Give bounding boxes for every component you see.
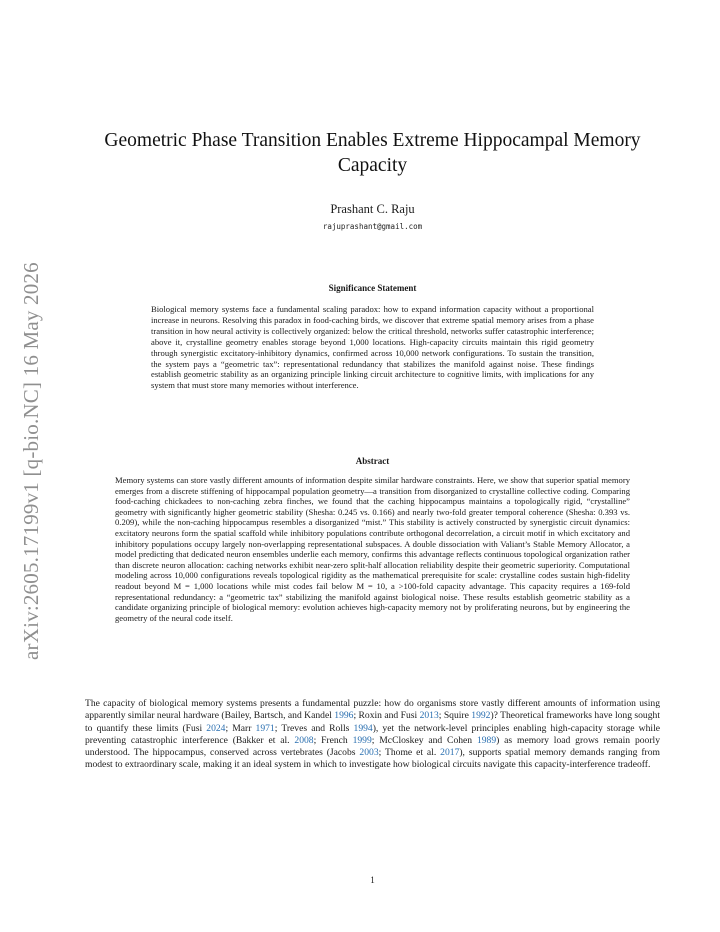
arxiv-sidebar — [14, 240, 48, 660]
intro-text: ; McCloskey and Cohen — [371, 734, 477, 746]
abstract-heading: Abstract — [355, 456, 390, 466]
intro-text: ; Thome et al. — [378, 747, 441, 759]
author-name: Prashant C. Raju — [330, 202, 415, 216]
citation-link[interactable]: 1989 — [476, 734, 497, 746]
paper-title: Geometric Phase Transition Enables Extreme Hippocampal Memory Capacity — [104, 130, 641, 176]
abstract-body: Memory systems can store vastly different amounts of information despite similar hardware constraints. Here, we show that superior spatial memory emerges from a discrete stiffening of hippocampal population geometry—a transition from disorganized to crystalline collective coding. Comparing food-caching chickadees to non-caching zebra finches, we found that the caching hippocampus maintains a topologically rigid, “crystalline” geometry with significantly higher geometric stability (Shesha: 0.245 vs. 0.166) and nearly two-fold greater temporal coherence (Shesha: 0.393 vs. 0.209), while the non-caching hippocampus resembles a disorganized “mist.” This stability is actively constructed by synergistic circuit dynamics: excitatory neurons form the spatial scaffold while inhibitory populations contribute orthogonal decorrelation, a circuit motif in which excitatory and inhibitory populations occupy largely non-overlapping representational subspaces. A double dissociation with Valiant’s Stable Memory Allocator, a model predicting that dedicated neuron ensembles underlie each memory, confirms this advantage reflects continuous topological organization rather than discrete neuron allocation: caching networks exhibit near-zero split-half allocation reliability despite their geometric superiority. Computational modeling across 10,000 configurations reveals topological rigidity as the mathematical prerequisite for scale: crystalline codes sustain high-fidelity readout beyond M = 1,000 locations while mist codes fail below M = 10, a >100-fold capacity advantage. This capacity requires a 169-fold representational redundancy: a “geometric tax” stabilizing the manifold against biological noise. These results establish geometric stability as a candidate organizing principle of biological memory: evolution achieves high-capacity memory not by proliferating neurons, but by engineering the geometry of the neural code itself. — [115, 475, 630, 623]
significance-body: Biological memory systems face a fundamental scaling paradox: how to expand information capacity without a proportional increase in neurons. Resolving this paradox in food-caching birds, we discover that extreme spatial memory arises from a phase transition in how neural activity is collectively organized: below the critical threshold, networks suffer catastrophic interference; above it, crystalline geometry enables storage beyond 1,000 locations. High-capacity circuits maintain this rigid geometry through synergistic excitatory-inhibitory dynamics, confirmed across 10,000 network configurations. To sustain the transition, the system pays a “geometric tax”: representational redundancy that stabilizes the manifold against noise. These findings establish geometric stability as an organizing principle linking circuit architecture to cognitive limits, with implications for any system that must store many memories without interference. — [151, 304, 594, 391]
citation-link[interactable]: 2017 — [440, 747, 460, 759]
intro-text: The capacity of biological memory systems presents a fundamental puzzle: how do organisms store vastly different amounts of information using apparently similar neural hardware (Bailey, Bartsch, and Kandel — [85, 698, 660, 722]
page-number: 1 — [370, 875, 375, 885]
citation-link[interactable]: 2013 — [419, 710, 439, 722]
citation-link[interactable]: 1992 — [471, 710, 491, 722]
citation-link[interactable]: 2024 — [206, 722, 226, 734]
intro-text: )? Theoretical frameworks have long sought to quantify these limits (Fusi — [85, 710, 660, 734]
intro-text: ; Marr — [225, 722, 256, 734]
intro-text: ; Treves and Rolls — [274, 722, 354, 734]
intro-text: ; Squire — [438, 710, 472, 722]
citation-link[interactable]: 2003 — [359, 747, 379, 759]
author-email[interactable]: rajuprashant@gmail.com — [322, 222, 423, 231]
citation-link[interactable]: 1971 — [255, 722, 275, 734]
significance-heading: Significance Statement — [328, 283, 417, 293]
intro-text: ; French — [313, 734, 353, 746]
citation-link[interactable]: 1994 — [353, 722, 373, 734]
arxiv-identifier: arXiv:2605.17199v1 [q-bio.NC] 16 May 2026 — [19, 262, 43, 660]
intro-text: ; Roxin and Fusi — [353, 710, 420, 722]
intro-paragraph — [85, 698, 660, 772]
intro-text: ), yet the network-level principles enabling high-capacity storage while preventing catastrophic interference (Bakker et al. — [85, 722, 660, 746]
citation-link[interactable]: 1999 — [352, 734, 372, 746]
intro-text: ) as memory load grows remain poorly understood. The hippocampus, conserved across vertebrates (Jacobs — [85, 734, 660, 759]
intro-text: ), supports spatial memory demands ranging from modest to extraordinary scale, making it an ideal system in which to investigate how biological circuits navigate this capacity-interference tradeoff. — [85, 747, 660, 771]
citation-link[interactable]: 1996 — [334, 710, 354, 722]
citation-link[interactable]: 2008 — [294, 734, 314, 746]
